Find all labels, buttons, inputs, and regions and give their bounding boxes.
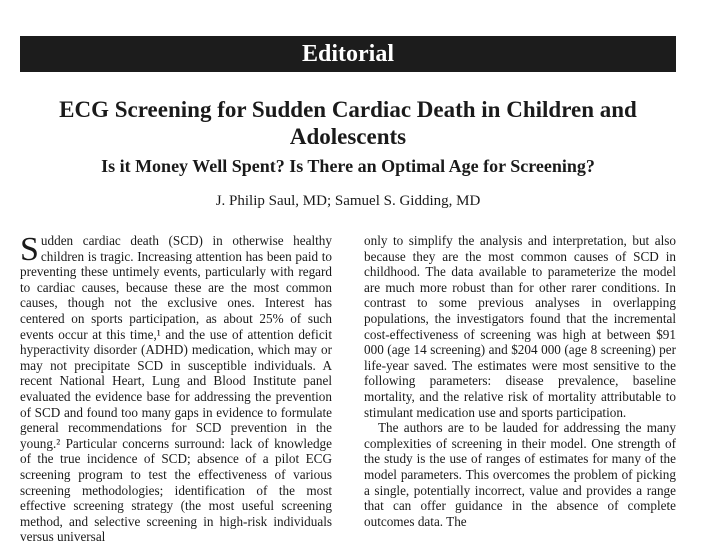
paragraph-text: udden cardiac death (SCD) in otherwise healthy children is tragic. Increasing attention has been paid to preventing these untimely events, particularly with regard to cardiac causes, because these are the most common causes, though not the exclusive ones. Interest has centered on sports participation, as about 25% of such events occur at this time,¹ and the use of attention deficit hyperactivity disorder (ADHD) medication, which may or may not precipitate SCD in susceptible individuals. A recent National Heart, Lung and Blood Institute panel evaluated the evidence base for addressing the prevention of SCD and found too many gaps in evidence to formulate general recommendations for SCD prevention in the young.² Particular concerns surround: lack of knowledge of the true incidence of SCD; absence of a pilot ECG screening program to test the effectiveness of various screening methodologies; identification of the most effective screening strategy (the most useful screening method, and selective screening in high-risk individuals versus universal (20, 233, 332, 545)
article-subtitle: Is it Money Well Spent? Is There an Optimal Age for Screening? (101, 156, 595, 176)
body-column-left (20, 231, 332, 545)
paragraph: only to simplify the analysis and interpretation, but also because they are the most common causes of SCD in childhood. The data available to parameterize the model are much more robust than for other rarer conditions. In contrast to some previous analyses in overlapping populations, the investigators found that the incremental cost-effectiveness of screening was high at between $91 000 (age 14 screening) and $204 000 (age 8 screening) per life-year saved. The estimates were most sensitive to the following parameters: disease prevalence, baseline mortality, and the relative risk of mortality attributable to stimulant medication use and sports participation. (364, 233, 676, 420)
section-banner-label: Editorial (301, 41, 394, 67)
paragraph: The authors are to be lauded for addressing the many complexities of screening in their model. One strength of the study is the use of ranges of estimates for many of the model parameters. This overcomes the problem of picking a single, potentially incorrect, value and provides a range that can offer guidance in the absence of complete outcomes data. The (364, 420, 676, 529)
body-column-right (364, 233, 676, 529)
section-banner (20, 36, 676, 72)
article-title: ECG Screening for Sudden Cardiac Death in Children and Adolescents (59, 97, 637, 149)
drop-cap: S (20, 231, 39, 268)
article-authors: J. Philip Saul, MD; Samuel S. Gidding, MD (215, 193, 481, 209)
paragraph (20, 233, 332, 545)
